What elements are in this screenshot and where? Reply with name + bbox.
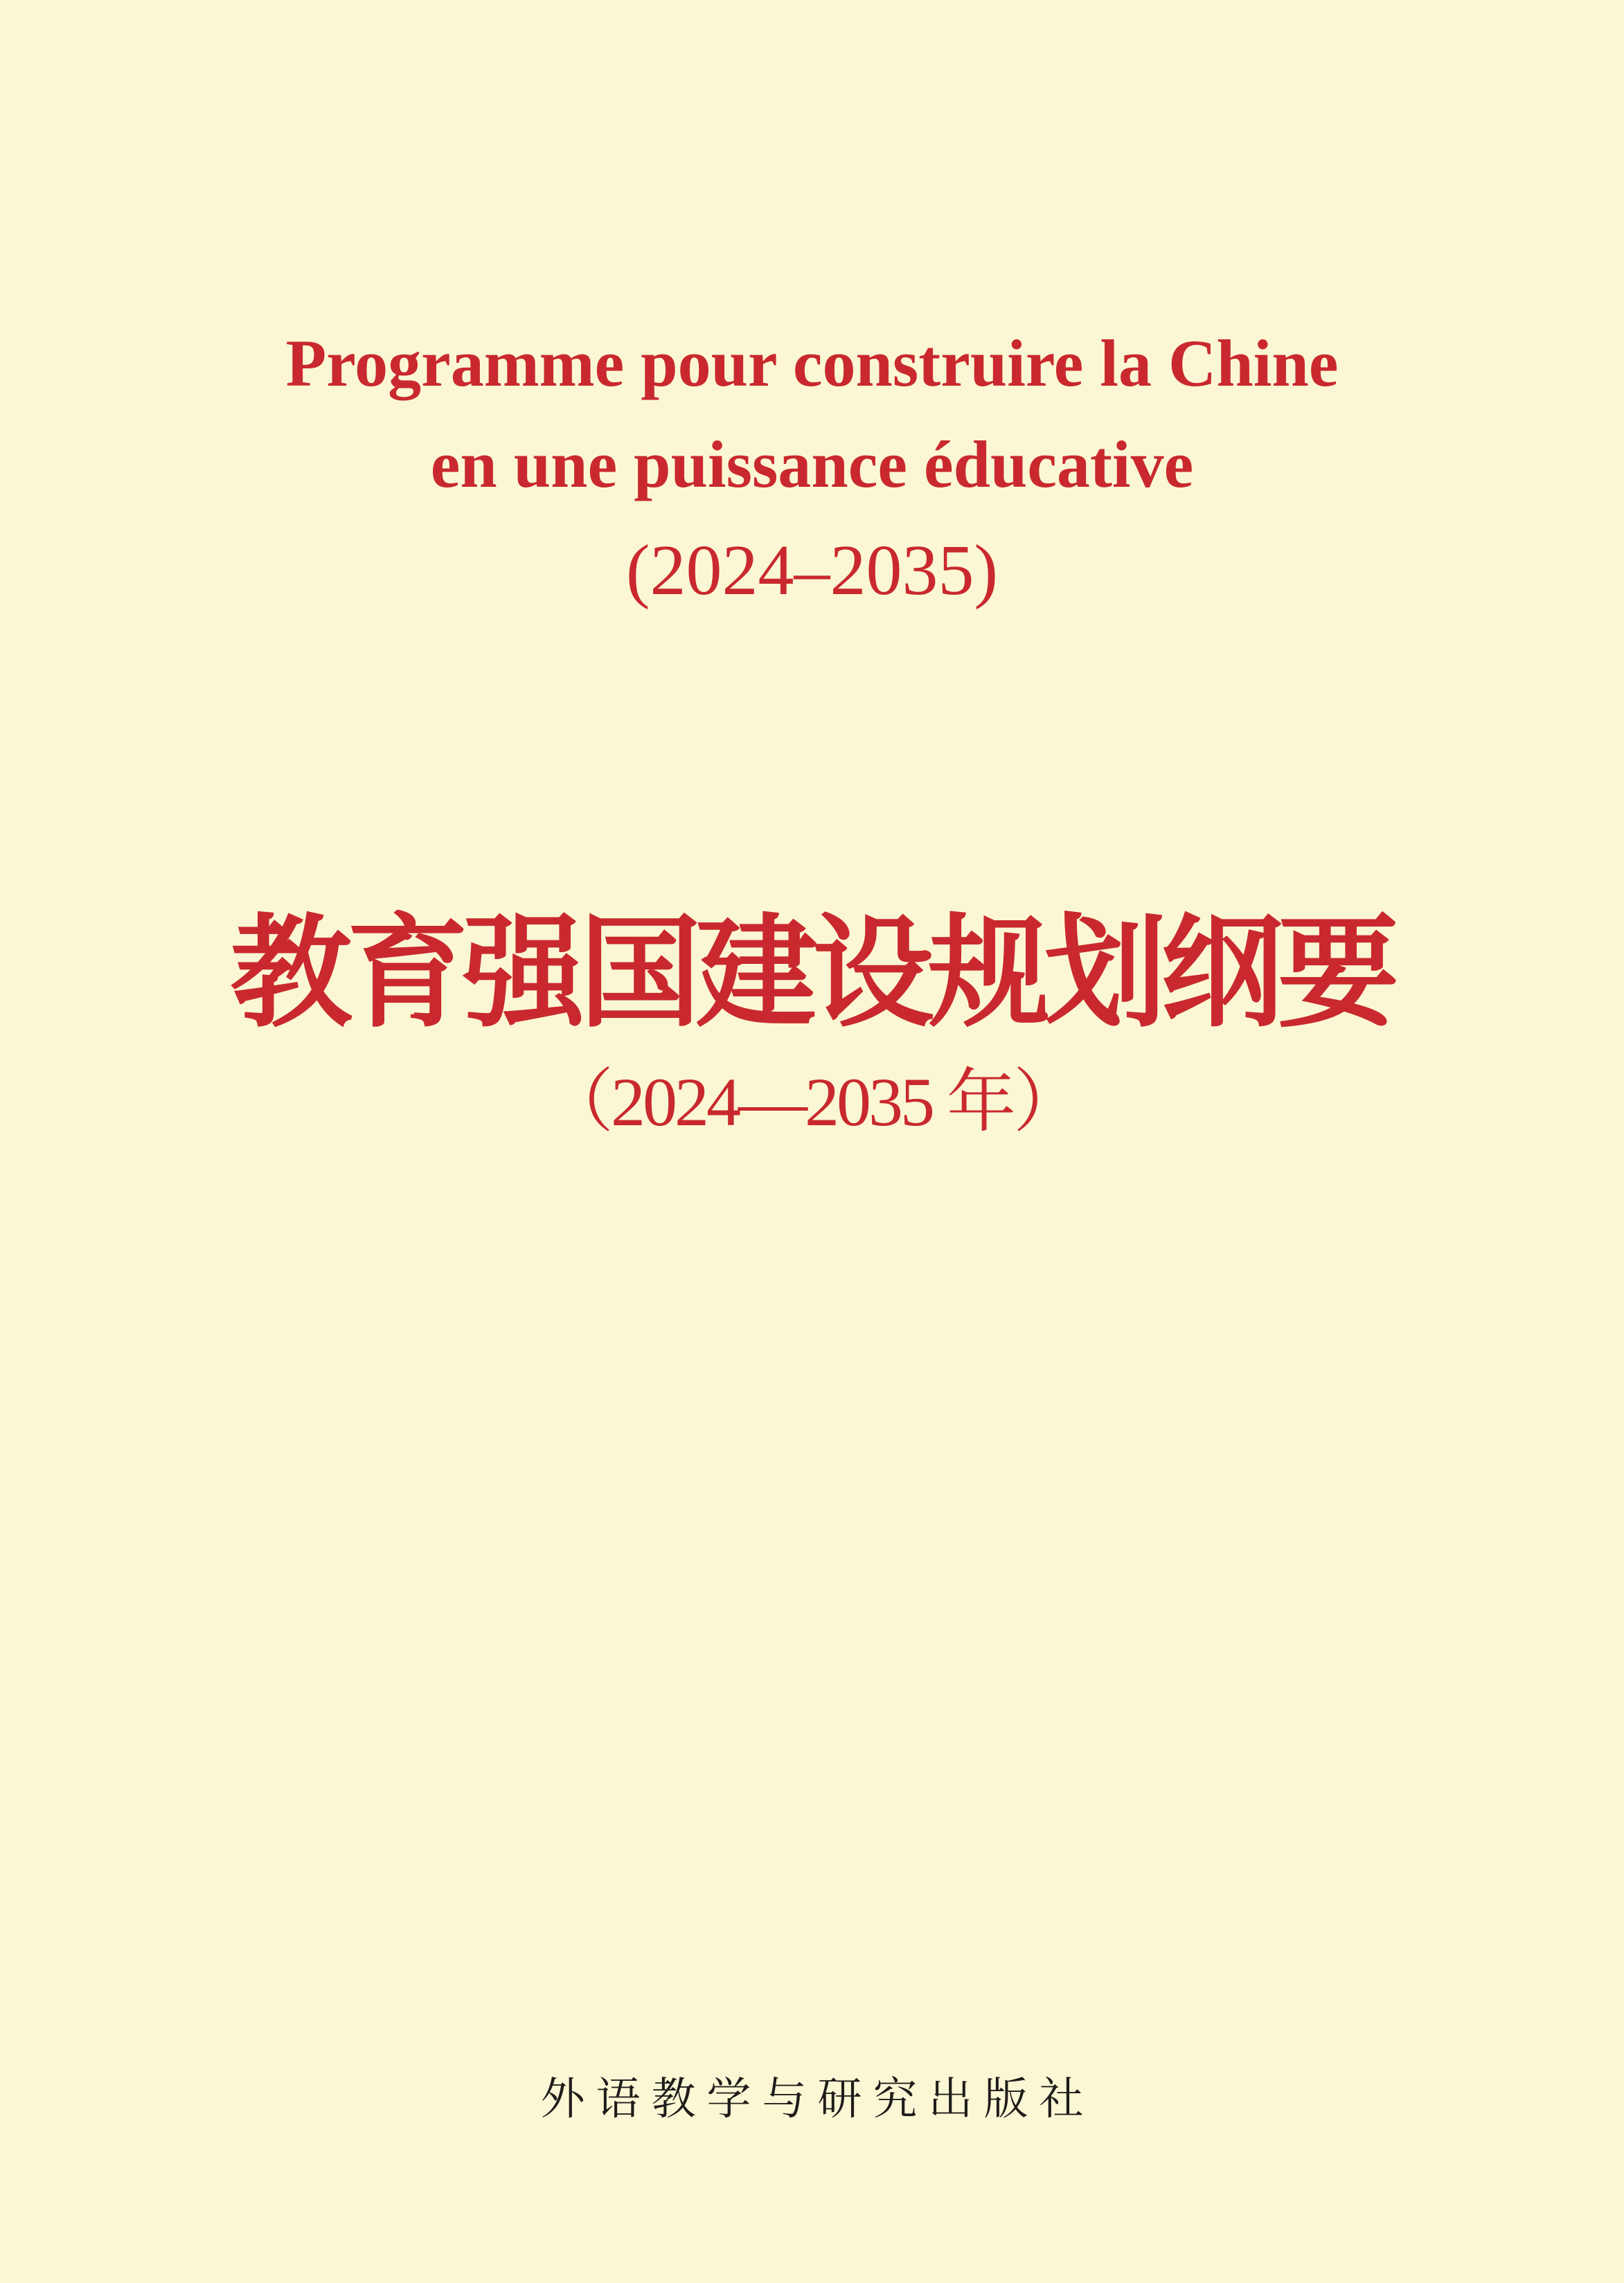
french-title [0,313,1624,515]
french-title-line2: en une puissance éducative [430,427,1194,501]
chinese-title-years: （2024—2035 年） [544,1064,1080,1140]
french-title-line1: Programme pour construire la Chine [285,326,1339,400]
chinese-title: 教育强国建设规划纲要 [230,907,1394,1042]
french-title-years: (2024–2035) [625,530,999,610]
publisher-name: 外语教学与研究出版社 [540,2074,1095,2124]
